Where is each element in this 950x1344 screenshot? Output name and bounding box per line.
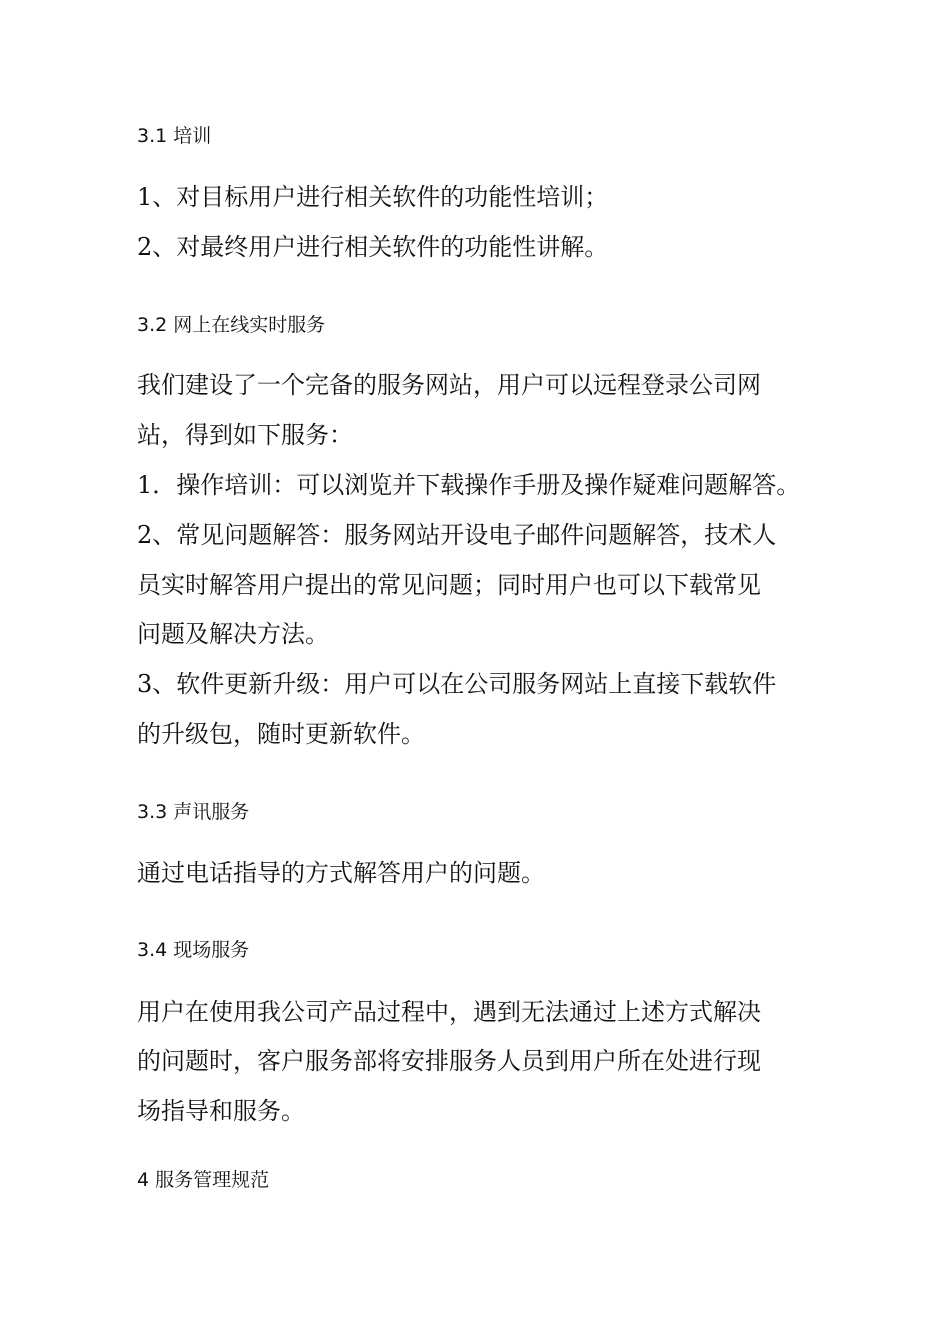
section-heading-3-3: 3.3 声讯服务 <box>137 801 250 823</box>
paragraph-line: 场指导和服务。 <box>137 1097 305 1125</box>
section-heading-3-1: 3.1 培训 <box>137 125 212 147</box>
section-heading-4: 4 服务管理规范 <box>137 1169 270 1191</box>
paragraph-line: 1．操作培训：可以浏览并下载操作手册及操作疑难问题解答。 <box>137 471 801 499</box>
paragraph-line: 我们建设了一个完备的服务网站，用户可以远程登录公司网 <box>137 371 761 399</box>
paragraph-line: 问题及解决方法。 <box>137 620 329 648</box>
section-heading-3-2: 3.2 网上在线实时服务 <box>137 314 326 336</box>
section-heading-3-4: 3.4 现场服务 <box>137 939 250 961</box>
paragraph-line: 员实时解答用户提出的常见问题；同时用户也可以下载常见 <box>137 571 761 599</box>
paragraph-line: 用户在使用我公司产品过程中，遇到无法通过上述方式解决 <box>137 998 761 1026</box>
paragraph-line: 2、对最终用户进行相关软件的功能性讲解。 <box>137 233 609 261</box>
paragraph-line: 2、常见问题解答：服务网站开设电子邮件问题解答，技术人 <box>137 521 777 549</box>
paragraph-line: 的升级包，随时更新软件。 <box>137 720 425 748</box>
paragraph-line: 的问题时，客户服务部将安排服务人员到用户所在处进行现 <box>137 1047 761 1075</box>
paragraph-line: 3、软件更新升级：用户可以在公司服务网站上直接下载软件 <box>137 670 777 698</box>
paragraph-line: 通过电话指导的方式解答用户的问题。 <box>137 859 545 887</box>
paragraph-line: 1、对目标用户进行相关软件的功能性培训； <box>137 183 609 211</box>
paragraph-line: 站，得到如下服务： <box>137 421 353 449</box>
